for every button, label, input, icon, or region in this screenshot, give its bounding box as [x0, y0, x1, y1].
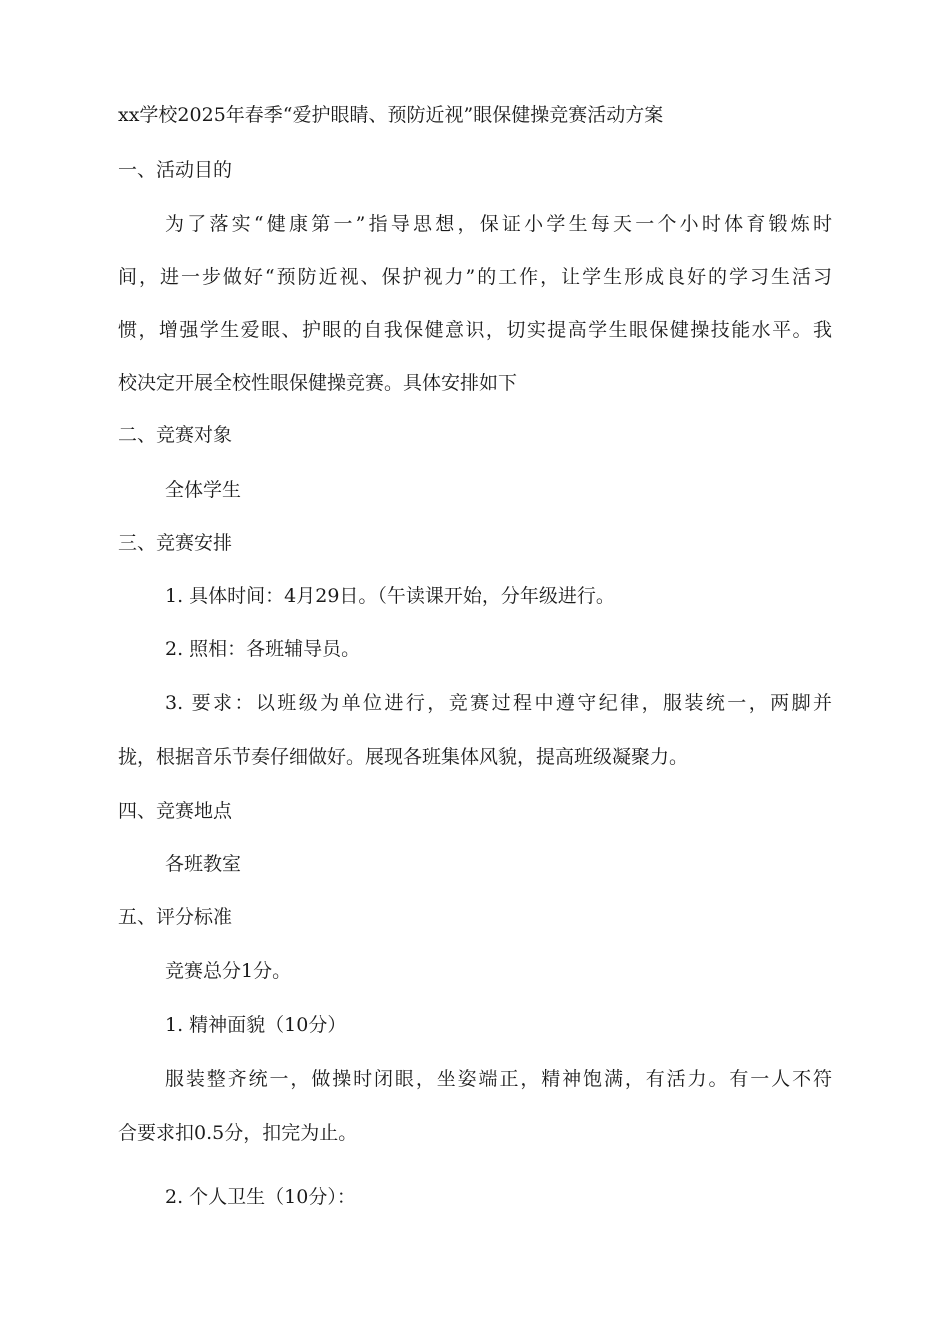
arrangement-item-requirements-cont: 拢，根据音乐节奏仔细做好。展现各班集体风貌，提高班级凝聚力。	[118, 746, 689, 768]
section-heading-scoring: 五、评分标准	[118, 906, 233, 928]
participants-text: 全体学生	[165, 479, 242, 501]
arrangement-item-photo: 2. 照相：各班辅导员。	[165, 638, 361, 660]
section-heading-location: 四、竞赛地点	[118, 800, 233, 822]
paragraph-line: 间，进一步做好“预防近视、保护视力”的工作，让学生形成良好的学习生活习	[118, 266, 832, 288]
paragraph-line: 惯，增强学生爱眼、护眼的自我保健意识，切实提高学生眼保健操技能水平。我	[118, 319, 832, 341]
scoring-item-hygiene: 2. 个人卫生（10分）：	[165, 1186, 356, 1208]
document-title: xx学校2025年春季“爱护眼睛、预防近视”眼保健操竞赛活动方案	[118, 104, 664, 126]
arrangement-item-time: 1. 具体时间：4月29日。（午读课开始，分年级进行。	[165, 585, 615, 607]
section-heading-participants: 二、竞赛对象	[118, 424, 233, 446]
scoring-total: 竞赛总分1分。	[165, 960, 292, 982]
section-heading-arrangement: 三、竞赛安排	[118, 532, 233, 554]
arrangement-item-requirements: 3. 要求：以班级为单位进行，竞赛过程中遵守纪律，服装统一，两脚并	[165, 692, 832, 714]
location-text: 各班教室	[165, 853, 242, 875]
scoring-spirit-description-cont: 合要求扣0.5分，扣完为止。	[118, 1122, 358, 1144]
scoring-spirit-description: 服装整齐统一，做操时闭眼，坐姿端正，精神饱满，有活力。有一人不符	[165, 1068, 832, 1090]
scoring-item-spirit: 1. 精神面貌（10分）	[165, 1014, 347, 1036]
paragraph-line: 校决定开展全校性眼保健操竞赛。具体安排如下	[118, 372, 518, 394]
paragraph-line: 为了落实“健康第一”指导思想，保证小学生每天一个小时体育锻炼时	[165, 213, 832, 235]
section-heading-purpose: 一、活动目的	[118, 159, 233, 181]
